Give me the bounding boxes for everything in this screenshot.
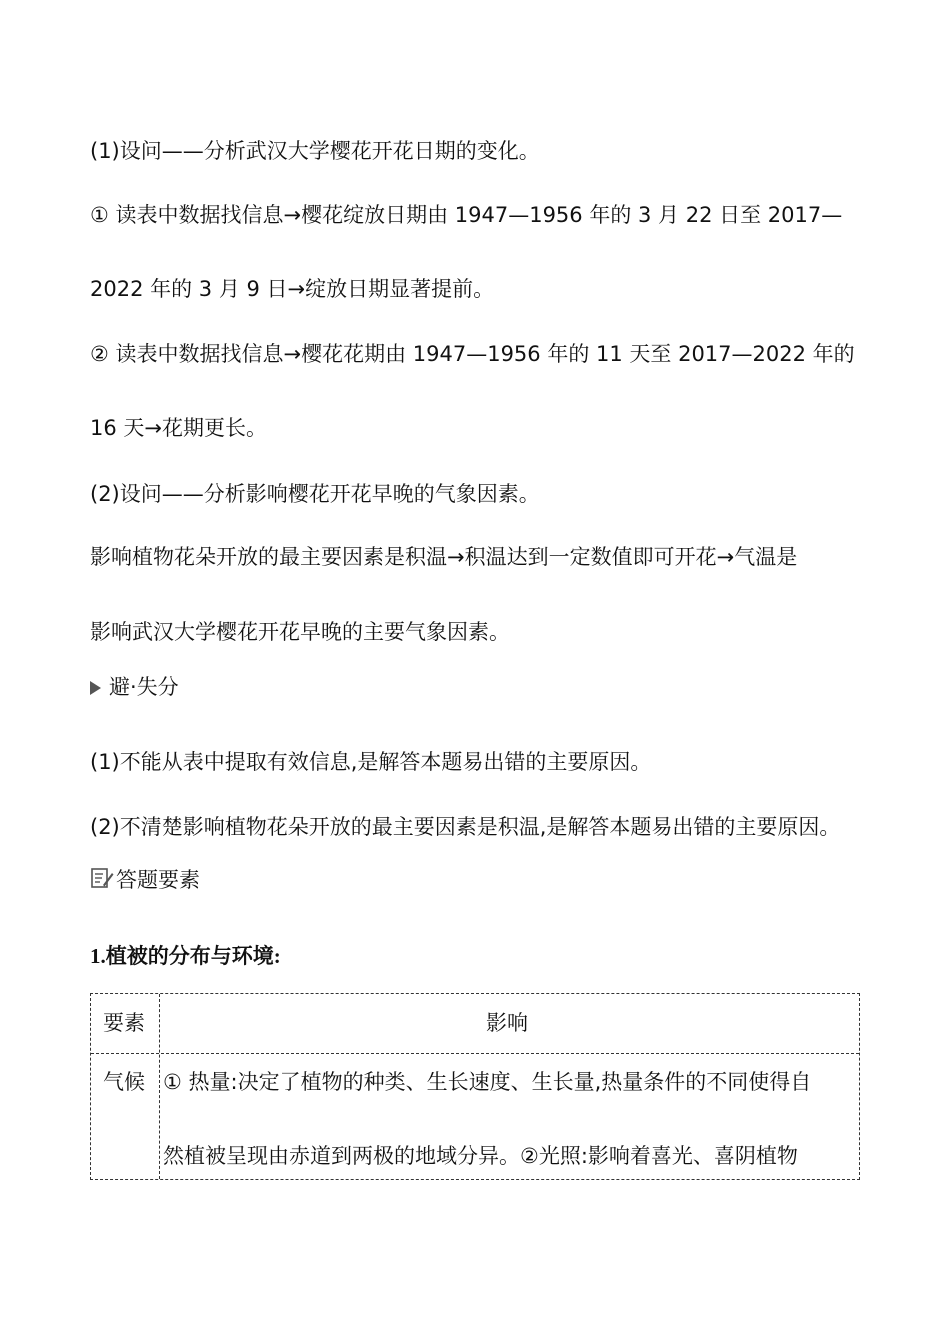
- avoid-loss-item-2: (2)不清楚影响植物花朵开放的最主要因素是积温,是解答本题易出错的主要原因。: [90, 815, 841, 839]
- q1-point2-line2: 16 天→花期更长。: [90, 416, 267, 440]
- table-cell-factor-climate: 气候: [103, 1070, 145, 1094]
- table-header-factor: 要素: [103, 1011, 145, 1035]
- q2-body-line1: 影响植物花朵开放的最主要因素是积温→积温达到一定数值即可开花→气温是: [90, 545, 798, 569]
- section-subtitle: 1.植被的分布与环境:: [90, 944, 281, 968]
- avoid-loss-heading: [90, 673, 179, 701]
- q1-point1-line2: 2022 年的 3 月 9 日→绽放日期显著提前。: [90, 277, 495, 301]
- answer-elements-label: 答题要素: [116, 868, 200, 892]
- notebook-pen-icon: [90, 866, 114, 890]
- q1-title: (1)设问——分析武汉大学樱花开花日期的变化。: [90, 139, 540, 163]
- q2-title: (2)设问——分析影响樱花开花早晚的气象因素。: [90, 482, 540, 506]
- table-cell-effect-line-2: 然植被呈现由赤道到两极的地域分异。②光照:影响着喜光、喜阴植物: [163, 1144, 798, 1168]
- table-column-divider: [159, 994, 160, 1179]
- table-row-divider: [91, 1053, 859, 1054]
- play-triangle-icon: [90, 681, 101, 695]
- q1-point1-line1: ① 读表中数据找信息→樱花绽放日期由 1947—1956 年的 3 月 22 日至 2017—: [90, 203, 843, 227]
- table-header-effect: 影响: [486, 1011, 528, 1035]
- avoid-loss-label: 避·失分: [109, 675, 179, 699]
- q2-body-line2: 影响武汉大学樱花开花早晚的主要气象因素。: [90, 620, 510, 644]
- avoid-loss-item-1: (1)不能从表中提取有效信息,是解答本题易出错的主要原因。: [90, 750, 652, 774]
- table-cell-effect-line-1: ① 热量:决定了植物的种类、生长速度、生长量,热量条件的不同使得自: [163, 1070, 812, 1094]
- answer-elements-heading: [90, 866, 200, 894]
- q1-point2-line1: ② 读表中数据找信息→樱花花期由 1947—1956 年的 11 天至 2017—2022 年的: [90, 342, 855, 366]
- factors-table: [90, 993, 860, 1180]
